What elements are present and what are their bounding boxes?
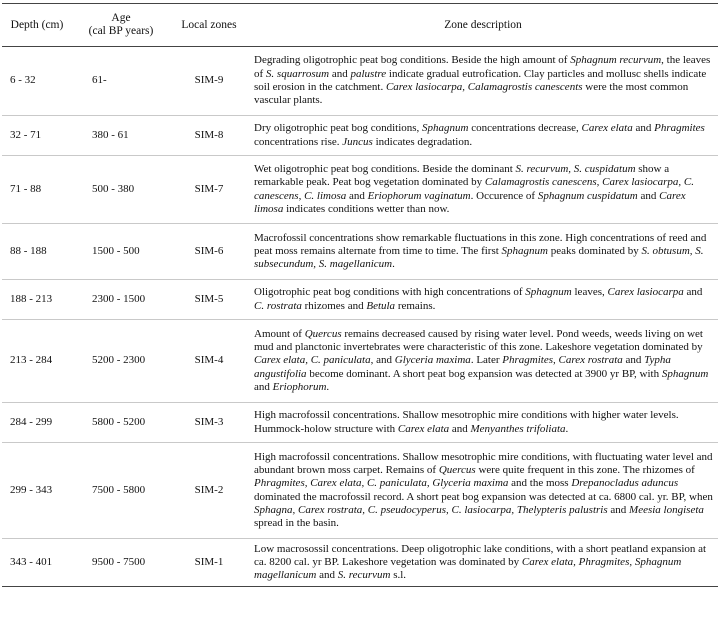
description-text: rhizomes and <box>301 299 367 312</box>
description-text: remains decreased caused by rising water level. Pond weeds, weeds living on wet mud and planctonic invertebrates were characteristic of this zone. Lakeshore vegetation dominated by <box>254 327 703 354</box>
cell-age: 380 - 61 <box>72 116 170 156</box>
header-description: Zone description <box>248 4 718 47</box>
table-row <box>2 320 718 403</box>
cell-age: 9500 - 7500 <box>72 539 170 587</box>
description-text: s.l. <box>390 569 407 582</box>
cell-age: 500 - 380 <box>72 156 170 224</box>
table-row <box>2 539 718 587</box>
species-name: Meesia longiseta <box>629 503 704 516</box>
description-text: . <box>326 380 330 393</box>
species-name: Typha angustifolia <box>254 354 671 380</box>
species-name: Carex elata, C. paniculata <box>254 354 371 367</box>
species-name: S. recurvum, S. cuspidatum <box>515 162 636 175</box>
species-name: Sphagnum <box>422 122 469 135</box>
species-name: Sphagna, Carex rostrata, C. pseudocyperus, C. lasiocarpa, Thelypteris palustris <box>254 503 608 516</box>
species-name: Phragmites, Carex rostrata <box>502 354 623 367</box>
cell-depth: 88 - 188 <box>2 224 72 280</box>
species-name: C. rostrata <box>254 299 302 312</box>
description-text: Macrofossil concentrations show remarkable fluctuations in this zone. High concentrations of reed and peat moss remains alternate from time to time. The first <box>254 231 707 257</box>
cell-zone: SIM-1 <box>170 539 248 587</box>
cell-description <box>248 280 718 320</box>
cell-depth: 6 - 32 <box>2 47 72 116</box>
species-name: Drepanocladus aduncus <box>571 477 679 490</box>
cell-zone: SIM-9 <box>170 47 248 116</box>
species-name: Sphagnum recurvum <box>570 54 662 67</box>
cell-age: 2300 - 1500 <box>72 280 170 320</box>
species-name: Carex lasiocarpa, Calamagrostis canescents <box>385 81 583 93</box>
description-text: . <box>392 258 395 271</box>
description-text: Degrading oligotrophic peat bog conditions. Beside the high amount of <box>254 54 571 67</box>
description-text: and <box>329 67 351 80</box>
species-name: Glyceria maxima <box>394 354 471 367</box>
cell-depth: 188 - 213 <box>2 280 72 320</box>
description-text: High macrofossil concentrations. Shallow mesotrophic mire conditions with higher water levels. Hummock-holow structure with <box>254 409 679 435</box>
header-age-line1: Age <box>111 12 131 24</box>
species-name: S. obtusum, S. subsecundum, S. magellanicum <box>254 244 704 271</box>
cell-depth: 299 - 343 <box>2 443 72 539</box>
description-text: and <box>683 286 703 299</box>
cell-depth: 32 - 71 <box>2 116 72 156</box>
cell-description <box>248 539 718 587</box>
species-name: Quercus <box>304 327 342 340</box>
table-row <box>2 156 718 224</box>
cell-zone: SIM-8 <box>170 116 248 156</box>
cell-zone: SIM-7 <box>170 156 248 224</box>
description-text: Oligotrophic peat bog conditions with high concentrations of <box>254 286 526 299</box>
description-text: show a remarkable peak. Peat bog vegetation dominated by <box>254 162 670 189</box>
table-row <box>2 47 718 116</box>
description-text: indicates conditions wetter than now. <box>283 202 450 215</box>
species-name: palustre <box>350 67 387 80</box>
description-text: indicate gradual eutrofication. Clay particles and mollusc shells indicate soil erosion in the catchment. <box>254 67 707 93</box>
description-text: indicates degradation. <box>372 135 473 148</box>
cell-depth: 213 - 284 <box>2 320 72 403</box>
description-text: , and <box>370 354 395 367</box>
description-text: Wet oligotrophic peat bog conditions. Beside the dominant <box>254 162 516 175</box>
description-text: and <box>254 380 273 393</box>
table-row <box>2 116 718 156</box>
description-text: become dominant. A short peat bog expansion was detected at 3900 yr BP, with <box>306 367 662 380</box>
header-zones: Local zones <box>170 4 248 47</box>
description-text: and <box>607 503 630 516</box>
description-text: were quite frequent in this zone. The rhizomes of <box>475 463 695 476</box>
description-text: Dry oligotrophic peat bog conditions, <box>254 122 423 135</box>
description-text: and <box>632 122 655 135</box>
species-name: Quercus <box>438 463 476 476</box>
description-text: leaves, <box>571 286 608 299</box>
species-name: Menyanthes trifoliata <box>470 422 566 435</box>
species-name: Phragmites, Carex elata, C. paniculata, Glyceria maxima <box>254 477 509 490</box>
species-name: S. recurvum <box>337 569 391 582</box>
zone-table <box>2 3 718 587</box>
cell-zone: SIM-2 <box>170 443 248 539</box>
cell-age: 1500 - 500 <box>72 224 170 280</box>
species-name: Calamagrostis canescens, Carex lasiocarpa, C. canescens, C. limosa <box>254 176 695 202</box>
cell-zone: SIM-4 <box>170 320 248 403</box>
species-name: S. squarrosum <box>265 67 330 80</box>
species-name: Sphagnum <box>501 244 548 257</box>
cell-depth: 343 - 401 <box>2 539 72 587</box>
cell-age: 7500 - 5800 <box>72 443 170 539</box>
description-text: concentrations rise. <box>254 135 343 148</box>
species-name: Eriophorum <box>272 380 327 393</box>
description-text: High macrofossil concentrations. Shallow mesotrophic mire conditions, with fluctuating water level and abundant brown moss carpet. Remains of <box>254 450 713 476</box>
species-name: Phragmites <box>654 122 705 135</box>
description-text: peaks dominated by <box>548 244 642 257</box>
header-age-line2: (cal BP years) <box>88 25 154 37</box>
species-name: Eriophorum vaginatum <box>367 189 471 202</box>
species-name: Juncus <box>342 135 373 148</box>
cell-zone: SIM-5 <box>170 280 248 320</box>
species-name: Carex elata <box>581 122 633 135</box>
table-body <box>2 47 718 587</box>
description-text: and <box>637 189 660 202</box>
description-text: . <box>565 422 569 435</box>
cell-age: 61- <box>72 47 170 116</box>
species-name: Carex elata, Phragmites, Sphagnum magellanicum <box>254 555 682 582</box>
cell-description <box>248 47 718 116</box>
cell-depth: 284 - 299 <box>2 403 72 443</box>
species-name: Carex lasiocarpa <box>607 286 684 299</box>
description-text: and <box>316 569 338 582</box>
cell-description <box>248 224 718 280</box>
header-age <box>72 4 170 47</box>
description-text: remains. <box>395 299 436 312</box>
species-name: Carex limosa <box>254 189 686 215</box>
table-row <box>2 280 718 320</box>
species-name: Sphagnum cuspidatum <box>537 189 638 202</box>
description-text: and the moss <box>508 477 572 490</box>
cell-description <box>248 403 718 443</box>
header-row <box>2 4 718 47</box>
cell-description <box>248 156 718 224</box>
description-text: were the most common vascular plants. <box>254 81 689 107</box>
description-text: dominated the macrofossil record. A short peat bog expansion was detected at ca. 6800 cal. yr. BP, when <box>254 490 713 503</box>
description-text: Amount of <box>254 327 305 340</box>
description-text: and <box>346 189 368 202</box>
cell-age: 5800 - 5200 <box>72 403 170 443</box>
description-text: spread in the basin. <box>254 517 339 530</box>
cell-zone: SIM-6 <box>170 224 248 280</box>
cell-zone: SIM-3 <box>170 403 248 443</box>
cell-depth: 71 - 88 <box>2 156 72 224</box>
cell-age: 5200 - 2300 <box>72 320 170 403</box>
description-text: Low macrosossil concentrations. Deep oligotrophic lake conditions, with a short peatland expansion at ca. 8200 cal. yr BP. Lakeshore vegetation was dominated by <box>254 542 707 568</box>
table-row <box>2 443 718 539</box>
species-name: Carex elata <box>397 422 450 435</box>
cell-description <box>248 116 718 156</box>
table-row <box>2 224 718 280</box>
species-name: Betula <box>366 299 396 312</box>
description-text: concentrations decrease, <box>468 122 582 135</box>
cell-description <box>248 443 718 539</box>
description-text: . Later <box>470 354 503 367</box>
species-name: Sphagnum <box>525 286 572 299</box>
header-depth: Depth (cm) <box>2 4 72 47</box>
cell-description <box>248 320 718 403</box>
description-text: , the leaves of <box>254 54 711 80</box>
species-name: Sphagnum <box>661 367 709 380</box>
table-row <box>2 403 718 443</box>
description-text: . Occurence of <box>470 189 538 202</box>
description-text: and <box>449 422 471 435</box>
description-text: and <box>622 354 645 367</box>
